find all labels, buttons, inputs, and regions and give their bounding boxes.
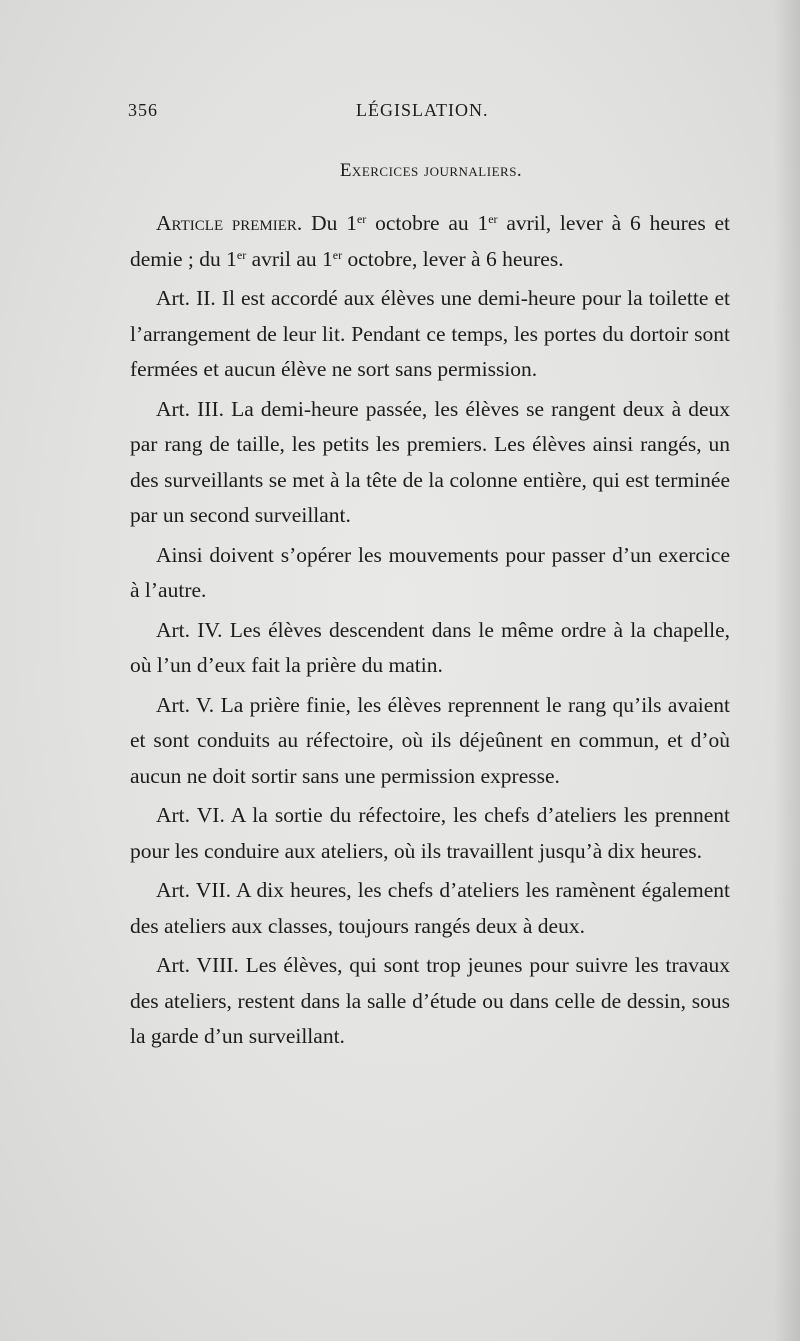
running-head bbox=[128, 100, 734, 128]
section-heading: Exercices journaliers. bbox=[339, 160, 523, 181]
article-paragraph bbox=[130, 798, 730, 869]
article-text: octobre au 1 bbox=[366, 211, 489, 235]
article-label: Art. VI. bbox=[156, 803, 225, 827]
article-text: La prière finie, les élèves reprennent le rang qu’ils avaient et sont conduits au réfectoire, où ils déjeûnent en commun, et d’où aucun ne doit sortir sans une permission expresse. bbox=[130, 692, 730, 788]
article-text: Ainsi doivent s’opérer les mouvements pour passer d’un exercice à l’autre. bbox=[130, 542, 730, 602]
article-text: avril au 1 bbox=[246, 246, 333, 271]
article-text: A la sortie du réfectoire, les chefs d’ateliers les prennent pour les conduire aux ateliers, où ils travaillent jusqu’à dix heures. bbox=[130, 803, 730, 863]
article-text: Les élèves, qui sont trop jeunes pour suivre les travaux des ateliers, restent dans la salle d’étude ou dans celle de dessin, sous la garde d’un surveillant. bbox=[130, 953, 730, 1048]
article-label: Art. VII. bbox=[156, 878, 232, 902]
page-edge-shadow bbox=[774, 0, 800, 1341]
article-paragraph bbox=[130, 688, 730, 795]
article-label: Article premier. bbox=[156, 211, 303, 235]
article-label: Art. V. bbox=[156, 692, 215, 717]
body-text bbox=[130, 206, 730, 1059]
article-paragraph bbox=[130, 613, 730, 684]
ordinal-superscript: er bbox=[236, 247, 247, 262]
ordinal-superscript: er bbox=[356, 212, 367, 226]
article-text: Il est accordé aux élèves une demi-heure pour la toilette et l’arrangement de leur lit. Pendant ce temps, les portes du dortoir sont fermées et aucun élève ne sort sans permission. bbox=[130, 286, 730, 381]
article-text: avril, lever à 6 heures et demie ; du 1 bbox=[130, 211, 730, 271]
ordinal-superscript: er bbox=[332, 247, 343, 262]
article-label: Art. II. bbox=[156, 286, 216, 310]
article-text: Les élèves descendent dans le même ordre à la chapelle, où l’un d’eux fait la prière du matin. bbox=[130, 617, 730, 677]
article-label: Art. III. bbox=[156, 396, 224, 421]
article-paragraph bbox=[130, 392, 730, 534]
article-text: A dix heures, les chefs d’ateliers les ramènent également des ateliers aux classes, toujours rangés deux à deux. bbox=[130, 878, 730, 938]
article-paragraph bbox=[130, 873, 730, 944]
article-paragraph bbox=[130, 948, 730, 1055]
article-paragraph bbox=[130, 206, 730, 277]
article-text: octobre, lever à 6 heures. bbox=[342, 246, 564, 271]
article-paragraph bbox=[130, 538, 730, 609]
article-text: Du 1 bbox=[302, 211, 357, 235]
article-label: Art. VIII. bbox=[156, 953, 239, 977]
running-title: LÉGISLATION. bbox=[356, 100, 489, 120]
ordinal-superscript: er bbox=[488, 212, 498, 226]
article-label: Art. IV. bbox=[156, 617, 223, 642]
article-text: La demi-heure passée, les élèves se rangent deux à deux par rang de taille, les petits les premiers. Les élèves ainsi rangés, un des surveillants se met à la tête de la colonne entière, qui est terminée par un second surveillant. bbox=[130, 396, 731, 527]
page-number: 356 bbox=[128, 100, 158, 120]
article-paragraph bbox=[130, 281, 730, 388]
